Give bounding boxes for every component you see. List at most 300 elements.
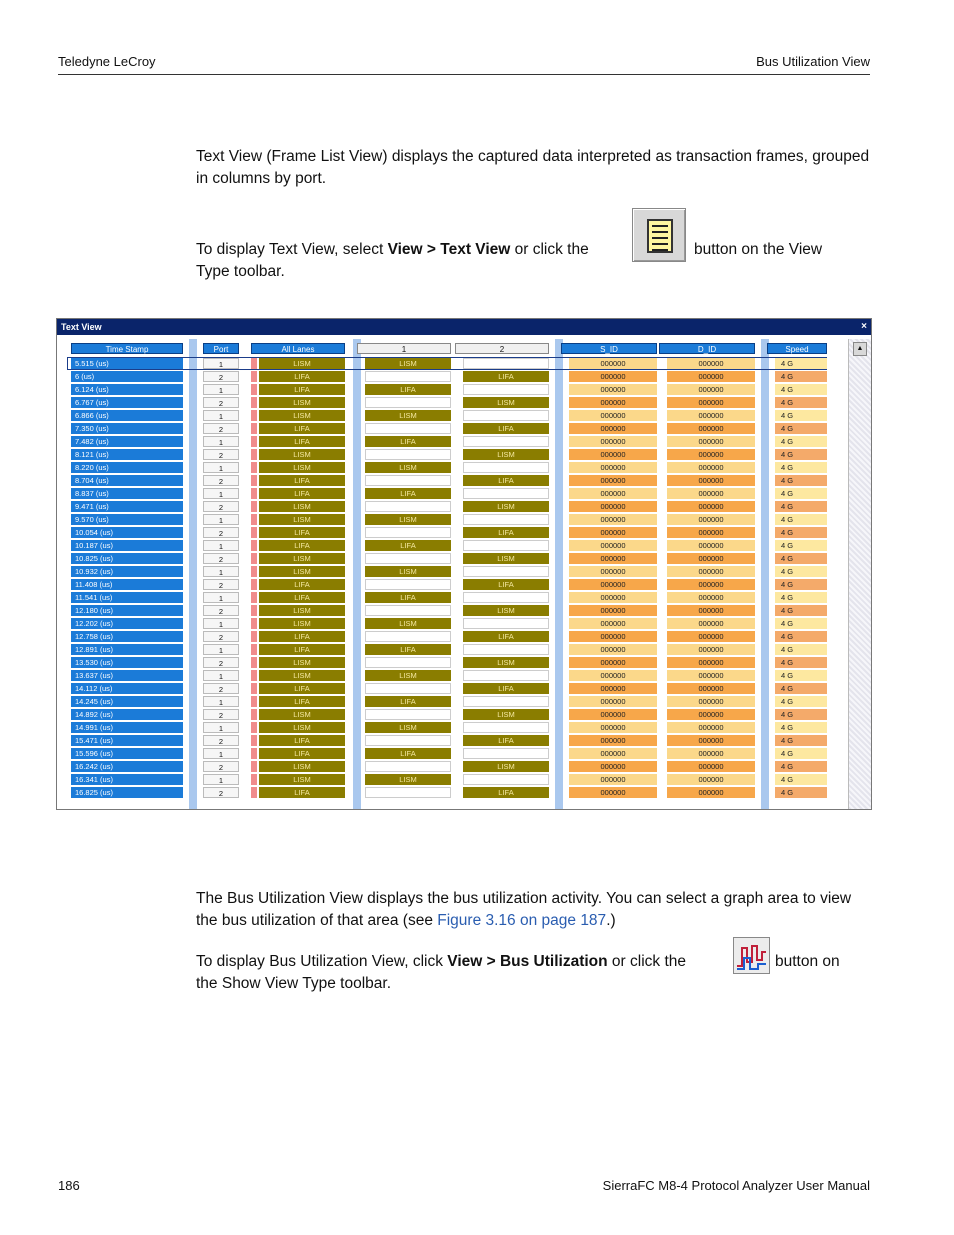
cell-lane-marker	[251, 462, 257, 473]
cell-s-id: 000000	[569, 709, 657, 720]
cell-lane-1	[365, 423, 451, 434]
cell-all-lanes: LISM	[259, 449, 345, 460]
cell-lane-1	[365, 371, 451, 382]
cell-lane-marker	[251, 358, 257, 369]
cell-s-id: 000000	[569, 774, 657, 785]
instr-text-d: button on the View	[694, 241, 823, 258]
cell-all-lanes: LISM	[259, 709, 345, 720]
cell-d-id: 000000	[667, 722, 755, 733]
cell-lane-1: LIFA	[365, 384, 451, 395]
table-row[interactable]	[57, 630, 847, 643]
cell-time-stamp: 8.704 (us)	[71, 475, 183, 486]
cell-lane-2: LIFA	[463, 735, 549, 746]
instr-text-c: or click the	[510, 241, 589, 258]
table-row[interactable]	[57, 448, 847, 461]
cell-lane-1	[365, 475, 451, 486]
table-row[interactable]	[57, 760, 847, 773]
cell-all-lanes: LISM	[259, 657, 345, 668]
table-row[interactable]	[57, 682, 847, 695]
cell-d-id: 000000	[667, 657, 755, 668]
cell-lane-1	[365, 735, 451, 746]
text-view-window	[56, 318, 872, 810]
cell-all-lanes: LIFA	[259, 631, 345, 642]
cell-all-lanes: LIFA	[259, 592, 345, 603]
cell-lane-1	[365, 709, 451, 720]
bus-instr-a: To display Bus Utilization View, click	[196, 953, 448, 970]
window-titlebar	[57, 319, 871, 335]
cell-port: 1	[203, 722, 239, 733]
cell-lane-2	[463, 722, 549, 733]
cell-speed: 4 G	[775, 423, 827, 434]
cell-all-lanes: LIFA	[259, 423, 345, 434]
cell-lane-1	[365, 761, 451, 772]
scroll-up-icon[interactable]: ▲	[853, 342, 867, 356]
table-row[interactable]	[57, 669, 847, 682]
cell-speed: 4 G	[775, 410, 827, 421]
table-row[interactable]	[57, 604, 847, 617]
cell-d-id: 000000	[667, 631, 755, 642]
cell-lane-marker	[251, 475, 257, 486]
table-row[interactable]	[57, 786, 847, 799]
bus-instr-c: or click the	[607, 953, 686, 970]
cell-port: 1	[203, 540, 239, 551]
col-header-all-lanes[interactable]: All Lanes	[251, 343, 345, 354]
cell-lane-2	[463, 514, 549, 525]
page-header-left: Teledyne LeCroy	[58, 54, 156, 69]
cell-speed: 4 G	[775, 540, 827, 551]
cell-lane-2: LISM	[463, 709, 549, 720]
cell-time-stamp: 11.408 (us)	[71, 579, 183, 590]
cell-lane-2	[463, 644, 549, 655]
cell-s-id: 000000	[569, 397, 657, 408]
cell-lane-marker	[251, 696, 257, 707]
cell-port: 1	[203, 592, 239, 603]
cell-s-id: 000000	[569, 787, 657, 798]
cell-lane-2	[463, 566, 549, 577]
cell-lane-marker	[251, 514, 257, 525]
cell-d-id: 000000	[667, 514, 755, 525]
cell-port: 2	[203, 449, 239, 460]
cell-lane-1	[365, 449, 451, 460]
table-row[interactable]	[57, 773, 847, 786]
table-row[interactable]	[57, 721, 847, 734]
cell-lane-2: LIFA	[463, 787, 549, 798]
table-row[interactable]	[57, 474, 847, 487]
cell-lane-1	[365, 501, 451, 512]
instr-menu-path: View > Text View	[387, 241, 511, 258]
cell-lane-2: LIFA	[463, 579, 549, 590]
col-header-speed[interactable]: Speed	[767, 343, 827, 354]
cell-port: 1	[203, 670, 239, 681]
cell-time-stamp: 14.112 (us)	[71, 683, 183, 694]
cell-s-id: 000000	[569, 605, 657, 616]
cell-lane-marker	[251, 657, 257, 668]
cell-lane-1: LISM	[365, 774, 451, 785]
cell-all-lanes: LISM	[259, 722, 345, 733]
cell-all-lanes: LIFA	[259, 683, 345, 694]
cell-port: 1	[203, 774, 239, 785]
instr-text-e: Type toolbar.	[196, 263, 285, 280]
cell-time-stamp: 10.054 (us)	[71, 527, 183, 538]
cell-lane-1: LIFA	[365, 644, 451, 655]
cell-port: 2	[203, 761, 239, 772]
table-row[interactable]	[57, 396, 847, 409]
cell-d-id: 000000	[667, 579, 755, 590]
bus-util-toolbar-icon[interactable]	[733, 937, 770, 974]
cell-port: 1	[203, 384, 239, 395]
cell-all-lanes: LISM	[259, 501, 345, 512]
cell-all-lanes: LISM	[259, 605, 345, 616]
cell-all-lanes: LISM	[259, 670, 345, 681]
cell-lane-1	[365, 553, 451, 564]
cell-lane-1: LISM	[365, 358, 451, 369]
cell-s-id: 000000	[569, 462, 657, 473]
cell-lane-marker	[251, 436, 257, 447]
cell-s-id: 000000	[569, 657, 657, 668]
col-header-port[interactable]: Port	[203, 343, 239, 354]
cell-port: 1	[203, 644, 239, 655]
table-row[interactable]	[57, 487, 847, 500]
page-header-right: Bus Utilization View	[756, 54, 870, 69]
cell-lane-marker	[251, 449, 257, 460]
cell-time-stamp: 10.825 (us)	[71, 553, 183, 564]
col-header-lane-2[interactable]: 2	[455, 343, 549, 354]
cell-speed: 4 G	[775, 579, 827, 590]
cell-all-lanes: LISM	[259, 397, 345, 408]
cell-lane-1: LISM	[365, 618, 451, 629]
cell-lane-2: LISM	[463, 605, 549, 616]
cell-speed: 4 G	[775, 787, 827, 798]
cell-time-stamp: 11.541 (us)	[71, 592, 183, 603]
cell-d-id: 000000	[667, 384, 755, 395]
table-row[interactable]	[57, 734, 847, 747]
list-icon	[647, 219, 673, 253]
cell-lane-1	[365, 527, 451, 538]
table-row[interactable]	[57, 370, 847, 383]
cell-speed: 4 G	[775, 696, 827, 707]
cell-all-lanes: LISM	[259, 761, 345, 772]
cell-lane-1: LIFA	[365, 436, 451, 447]
cell-d-id: 000000	[667, 644, 755, 655]
cell-speed: 4 G	[775, 475, 827, 486]
cell-speed: 4 G	[775, 501, 827, 512]
cell-port: 2	[203, 371, 239, 382]
cell-speed: 4 G	[775, 657, 827, 668]
cell-lane-1: LIFA	[365, 540, 451, 551]
cell-all-lanes: LIFA	[259, 644, 345, 655]
cell-all-lanes: LISM	[259, 462, 345, 473]
cell-time-stamp: 8.220 (us)	[71, 462, 183, 473]
cell-port: 2	[203, 657, 239, 668]
table-row[interactable]	[57, 708, 847, 721]
instr-text-a: To display Text View, select	[196, 241, 388, 258]
cell-speed: 4 G	[775, 631, 827, 642]
cell-time-stamp: 5.515 (us)	[71, 358, 183, 369]
cell-s-id: 000000	[569, 618, 657, 629]
cell-lane-2	[463, 384, 549, 395]
cell-lane-marker	[251, 761, 257, 772]
cell-lane-marker	[251, 384, 257, 395]
cell-d-id: 000000	[667, 475, 755, 486]
cell-d-id: 000000	[667, 683, 755, 694]
col-header-d-id[interactable]: D_ID	[659, 343, 755, 354]
cell-all-lanes: LISM	[259, 618, 345, 629]
cell-all-lanes: LIFA	[259, 527, 345, 538]
cell-port: 1	[203, 462, 239, 473]
cell-s-id: 000000	[569, 748, 657, 759]
table-row[interactable]	[57, 409, 847, 422]
table-row[interactable]	[57, 500, 847, 513]
cell-speed: 4 G	[775, 462, 827, 473]
cell-port: 1	[203, 748, 239, 759]
cell-time-stamp: 6.767 (us)	[71, 397, 183, 408]
cell-s-id: 000000	[569, 410, 657, 421]
cell-s-id: 000000	[569, 670, 657, 681]
cell-lane-1: LISM	[365, 722, 451, 733]
cell-speed: 4 G	[775, 592, 827, 603]
cell-lane-2: LIFA	[463, 527, 549, 538]
cell-port: 1	[203, 488, 239, 499]
cell-time-stamp: 10.932 (us)	[71, 566, 183, 577]
cell-speed: 4 G	[775, 397, 827, 408]
table-row[interactable]	[57, 565, 847, 578]
cell-time-stamp: 12.758 (us)	[71, 631, 183, 642]
cell-d-id: 000000	[667, 371, 755, 382]
cell-s-id: 000000	[569, 735, 657, 746]
table-row[interactable]	[57, 461, 847, 474]
cell-lane-2: LISM	[463, 761, 549, 772]
close-icon[interactable]: ×	[861, 321, 867, 332]
bus-instr-d: button on	[775, 953, 840, 970]
cell-time-stamp: 14.892 (us)	[71, 709, 183, 720]
table-row[interactable]	[57, 435, 847, 448]
cell-speed: 4 G	[775, 488, 827, 499]
cell-lane-2: LISM	[463, 449, 549, 460]
table-row[interactable]	[57, 578, 847, 591]
cell-lane-marker	[251, 748, 257, 759]
cell-lane-2: LIFA	[463, 423, 549, 434]
cell-port: 2	[203, 501, 239, 512]
cell-s-id: 000000	[569, 527, 657, 538]
cell-d-id: 000000	[667, 592, 755, 603]
cell-s-id: 000000	[569, 358, 657, 369]
cell-speed: 4 G	[775, 670, 827, 681]
cell-d-id: 000000	[667, 410, 755, 421]
cell-all-lanes: LISM	[259, 514, 345, 525]
cell-time-stamp: 15.471 (us)	[71, 735, 183, 746]
cell-all-lanes: LIFA	[259, 748, 345, 759]
cell-all-lanes: LIFA	[259, 579, 345, 590]
cell-lane-2	[463, 488, 549, 499]
table-row[interactable]	[57, 526, 847, 539]
cell-s-id: 000000	[569, 436, 657, 447]
cell-d-id: 000000	[667, 553, 755, 564]
cell-speed: 4 G	[775, 735, 827, 746]
cell-s-id: 000000	[569, 722, 657, 733]
cell-s-id: 000000	[569, 514, 657, 525]
cell-all-lanes: LIFA	[259, 371, 345, 382]
cell-s-id: 000000	[569, 566, 657, 577]
cell-port: 1	[203, 358, 239, 369]
cell-s-id: 000000	[569, 579, 657, 590]
cell-d-id: 000000	[667, 748, 755, 759]
cell-all-lanes: LISM	[259, 566, 345, 577]
cell-all-lanes: LIFA	[259, 436, 345, 447]
cell-time-stamp: 6.124 (us)	[71, 384, 183, 395]
cell-time-stamp: 6 (us)	[71, 371, 183, 382]
cell-d-id: 000000	[667, 488, 755, 499]
cell-lane-1	[365, 787, 451, 798]
table-row[interactable]	[57, 695, 847, 708]
cell-lane-marker	[251, 527, 257, 538]
table-row[interactable]	[57, 513, 847, 526]
cell-all-lanes: LIFA	[259, 488, 345, 499]
cell-speed: 4 G	[775, 371, 827, 382]
cell-all-lanes: LIFA	[259, 540, 345, 551]
table-row[interactable]	[57, 617, 847, 630]
cell-lane-marker	[251, 553, 257, 564]
cell-lane-2: LISM	[463, 397, 549, 408]
cell-time-stamp: 7.482 (us)	[71, 436, 183, 447]
cell-lane-2	[463, 358, 549, 369]
cell-lane-1: LIFA	[365, 696, 451, 707]
cell-d-id: 000000	[667, 397, 755, 408]
cell-lane-marker	[251, 618, 257, 629]
bus-util-description	[196, 888, 872, 932]
cell-s-id: 000000	[569, 631, 657, 642]
table-row[interactable]	[57, 643, 847, 656]
cell-port: 2	[203, 709, 239, 720]
cell-time-stamp: 13.530 (us)	[71, 657, 183, 668]
cell-speed: 4 G	[775, 722, 827, 733]
cell-lane-2	[463, 748, 549, 759]
cell-d-id: 000000	[667, 709, 755, 720]
cell-port: 2	[203, 579, 239, 590]
cell-lane-2: LISM	[463, 553, 549, 564]
table-row[interactable]	[57, 383, 847, 396]
cell-lane-marker	[251, 501, 257, 512]
cell-s-id: 000000	[569, 488, 657, 499]
cell-port: 1	[203, 410, 239, 421]
cell-lane-1: LISM	[365, 514, 451, 525]
cell-lane-marker	[251, 488, 257, 499]
table-row[interactable]	[57, 552, 847, 565]
cell-s-id: 000000	[569, 644, 657, 655]
cell-port: 1	[203, 566, 239, 577]
table-row[interactable]	[57, 357, 847, 370]
cell-d-id: 000000	[667, 449, 755, 460]
col-header-lane-1[interactable]: 1	[357, 343, 451, 354]
table-row[interactable]	[57, 747, 847, 760]
cell-time-stamp: 16.242 (us)	[71, 761, 183, 772]
cell-s-id: 000000	[569, 475, 657, 486]
table-row[interactable]	[57, 656, 847, 669]
cell-d-id: 000000	[667, 462, 755, 473]
cell-time-stamp: 7.350 (us)	[71, 423, 183, 434]
cell-port: 2	[203, 423, 239, 434]
cell-all-lanes: LIFA	[259, 696, 345, 707]
cell-d-id: 000000	[667, 540, 755, 551]
cell-time-stamp: 16.341 (us)	[71, 774, 183, 785]
col-header-s-id[interactable]: S_ID	[561, 343, 657, 354]
cell-lane-2	[463, 462, 549, 473]
vertical-scrollbar[interactable]	[848, 339, 871, 809]
table-row[interactable]	[57, 422, 847, 435]
bus-desc-end: .)	[606, 912, 616, 929]
cell-lane-2	[463, 774, 549, 785]
cell-speed: 4 G	[775, 761, 827, 772]
table-row[interactable]	[57, 591, 847, 604]
col-header-time-stamp[interactable]: Time Stamp	[71, 343, 183, 354]
cell-lane-2: LISM	[463, 501, 549, 512]
text-view-instructions	[196, 239, 636, 261]
cell-port: 2	[203, 527, 239, 538]
cell-port: 2	[203, 397, 239, 408]
cell-lane-2: LIFA	[463, 631, 549, 642]
cell-speed: 4 G	[775, 358, 827, 369]
cell-lane-1: LISM	[365, 566, 451, 577]
frame-grid	[57, 339, 847, 809]
cell-time-stamp: 9.570 (us)	[71, 514, 183, 525]
cell-speed: 4 G	[775, 709, 827, 720]
cell-port: 2	[203, 631, 239, 642]
cell-time-stamp: 12.202 (us)	[71, 618, 183, 629]
cell-speed: 4 G	[775, 436, 827, 447]
cell-lane-2: LIFA	[463, 475, 549, 486]
cell-d-id: 000000	[667, 670, 755, 681]
text-view-toolbar-icon[interactable]	[632, 208, 686, 262]
cell-time-stamp: 13.637 (us)	[71, 670, 183, 681]
cell-port: 2	[203, 475, 239, 486]
cell-d-id: 000000	[667, 735, 755, 746]
cell-all-lanes: LIFA	[259, 475, 345, 486]
cell-time-stamp: 6.866 (us)	[71, 410, 183, 421]
cell-d-id: 000000	[667, 436, 755, 447]
bus-graph-icon	[734, 938, 769, 973]
cell-d-id: 000000	[667, 566, 755, 577]
cell-s-id: 000000	[569, 683, 657, 694]
cell-lane-marker	[251, 631, 257, 642]
cell-s-id: 000000	[569, 540, 657, 551]
cell-s-id: 000000	[569, 371, 657, 382]
cell-d-id: 000000	[667, 358, 755, 369]
cell-speed: 4 G	[775, 748, 827, 759]
cell-lane-1	[365, 579, 451, 590]
cell-d-id: 000000	[667, 787, 755, 798]
figure-link[interactable]: Figure 3.16 on page 187	[437, 912, 607, 929]
cell-time-stamp: 14.245 (us)	[71, 696, 183, 707]
bus-menu-path: View > Bus Utilization	[447, 953, 608, 970]
cell-speed: 4 G	[775, 527, 827, 538]
cell-s-id: 000000	[569, 761, 657, 772]
cell-lane-2	[463, 540, 549, 551]
cell-lane-marker	[251, 592, 257, 603]
cell-speed: 4 G	[775, 566, 827, 577]
text-view-description: Text View (Frame List View) displays the captured data interpreted as transaction frames, grouped in columns by port.	[196, 148, 870, 187]
table-row[interactable]	[57, 539, 847, 552]
cell-all-lanes: LISM	[259, 358, 345, 369]
cell-lane-marker	[251, 579, 257, 590]
cell-time-stamp: 12.891 (us)	[71, 644, 183, 655]
cell-lane-marker	[251, 774, 257, 785]
cell-port: 2	[203, 683, 239, 694]
cell-lane-marker	[251, 540, 257, 551]
cell-time-stamp: 8.837 (us)	[71, 488, 183, 499]
cell-lane-2	[463, 410, 549, 421]
cell-time-stamp: 9.471 (us)	[71, 501, 183, 512]
cell-lane-2: LISM	[463, 657, 549, 668]
cell-speed: 4 G	[775, 384, 827, 395]
